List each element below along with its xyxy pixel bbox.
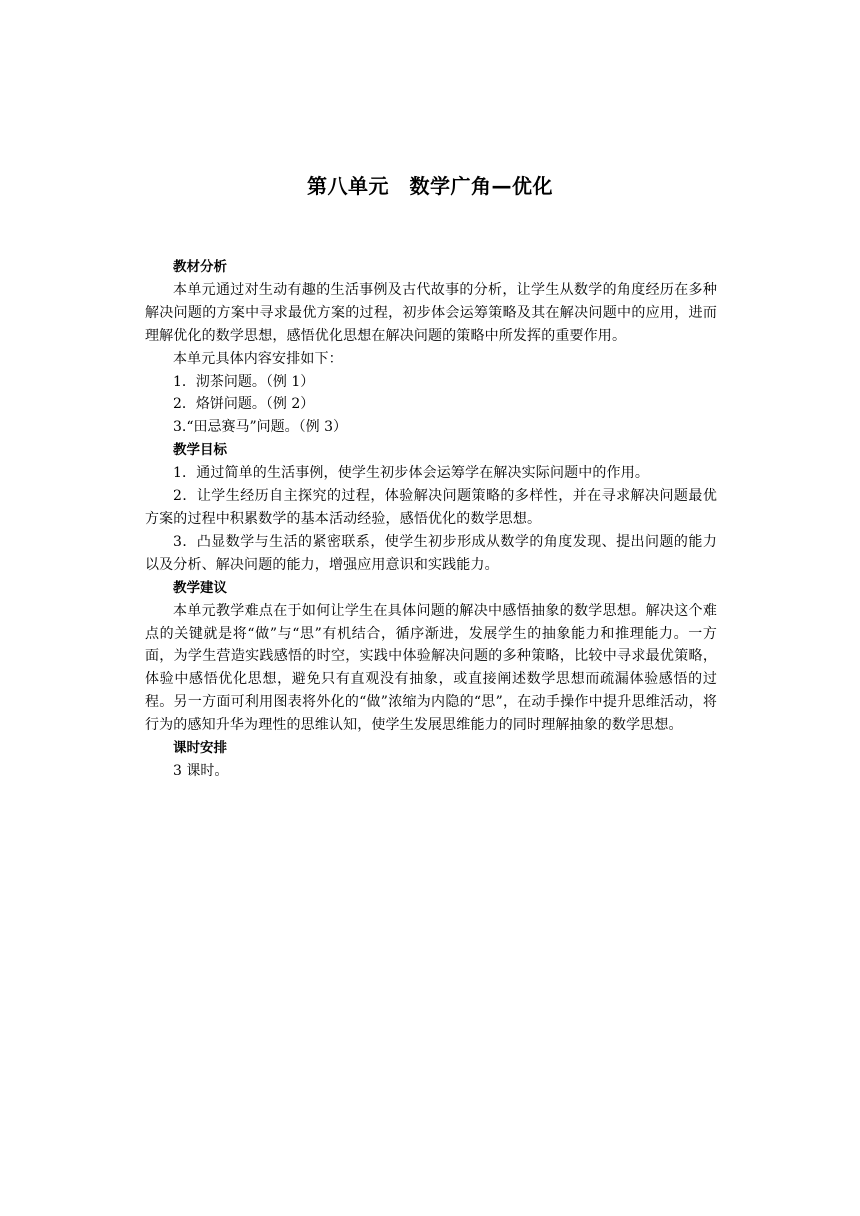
section-heading: 教学目标: [173, 442, 227, 459]
paragraph: 本单元教学难点在于如何让学生在具体问题的解决中感悟抽象的数学思想。解决这个难点的关键就是将“做”与“思”有机结合，循序渐进，发展学生的抽象能力和推理能力。一方面，为学生营造实践感悟的时空，实践中体验解决问题的多种策略，比较中寻求最优策略，体验中感悟优化思想，避免只有直观没有抽象，或直接阐述数学思想而疏漏体验感悟的过程。另一方面可利用图表将外化的“做”浓缩为内隐的“思”，在动手操作中提升思维活动，将行为的感知升华为理性的思维认知，使学生发展思维能力的同时理解抽象的数学思想。: [145, 602, 717, 734]
list-item: 3.“田忌赛马”问题。（例 3）: [173, 419, 348, 436]
list-item: 1．沏茶问题。（例 1）: [173, 373, 315, 390]
section-heading: 教材分析: [173, 259, 227, 275]
list-item: 3．凸显数学与生活的紧密联系，使学生初步形成从数学的角度发现、提出问题的能力以及分析、解决问题的能力，增强应用意识和实践能力。: [145, 533, 717, 573]
list-item: 1．通过简单的生活事例，使学生初步体会运筹学在解决实际问题中的作用。: [173, 465, 650, 482]
list-item: 2．烙饼问题。（例 2）: [173, 396, 315, 413]
document-body: [145, 256, 717, 783]
section-heading: 教学建议: [173, 579, 227, 596]
paragraph: 3 课时。: [173, 762, 229, 779]
list-item: 2．让学生经历自主探究的过程，体验解决问题策略的多样性，并在寻求解决问题最优方案的过程中积累数学的基本活动经验，感悟优化的数学思想。: [145, 488, 717, 527]
paragraph: 本单元通过对生动有趣的生活事例及古代故事的分析，让学生从数学的角度经历在多种解决问题的方案中寻求最优方案的过程，初步体会运筹策略及其在解决问题中的应用，进而理解优化的数学思想，感悟优化思想在解决问题的策略中所发挥的重要作用。: [145, 281, 717, 344]
paragraph: 本单元具体内容安排如下：: [173, 350, 343, 367]
section-heading: 课时安排: [173, 740, 227, 757]
page-title: 第八单元 数学广角—优化: [307, 174, 553, 198]
